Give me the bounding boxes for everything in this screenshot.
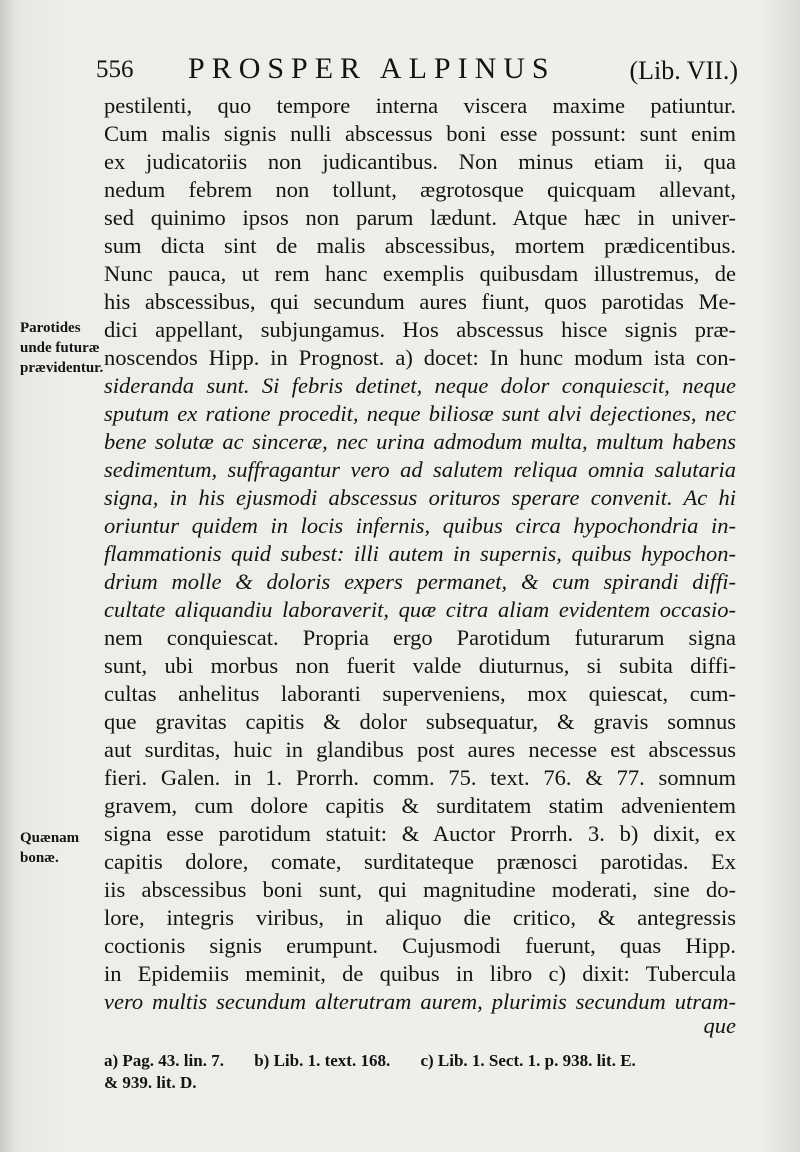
- body-line: vero multis secundum alterutram aurem, plurimis secundum utram-: [104, 989, 736, 1014]
- body-line: fieri. Galen. in 1. Prorrh. comm. 75. text. 76. & 77. somnum: [104, 765, 736, 790]
- body-line: sed quinimo ipsos non parum lædunt. Atque hæc in univer-: [104, 205, 736, 230]
- margin-note-parotides: Parotides unde futuræ prævidentur.: [20, 320, 104, 376]
- body-line: Nunc pauca, ut rem hanc exemplis quibusdam illustremus, de: [104, 261, 736, 286]
- body-line: sunt, ubi morbus non fuerit valde diuturnus, si subita diffi-: [104, 653, 736, 678]
- body-line: signa, in his ejusmodi abscessus orituros sperare convenit. Ac hi: [104, 485, 736, 510]
- body-line: nem conquiescat. Propria ergo Parotidum futurarum signa: [104, 625, 736, 650]
- body-line: noscendos Hipp. in Prognost. a) docet: In hunc modum ista con-: [104, 345, 736, 370]
- body-line: oriuntur quidem in locis infernis, quibus circa hypochondria in-: [104, 513, 736, 538]
- body-line: sideranda sunt. Si febris detinet, neque dolor conquiescit, neque: [104, 373, 736, 398]
- footnote-c-continued: & 939. lit. D.: [104, 1073, 197, 1092]
- body-line: his abscessibus, qui secundum aures fiunt, quos parotidas Me-: [104, 289, 736, 314]
- body-line: flammationis quid subest: illi autem in supernis, quibus hypochon-: [104, 541, 736, 566]
- body-line: sum dicta sint de malis abscessibus, mortem prædicentibus.: [104, 233, 736, 258]
- body-line: signa esse parotidum statuit: & Auctor Prorrh. 3. b) dixit, ex: [104, 821, 736, 846]
- body-line: in Epidemiis meminit, de quibus in libro c) dixit: Tubercula: [104, 961, 736, 986]
- body-line: cultas anhelitus laboranti superveniens, mox quiescat, cum-: [104, 681, 736, 706]
- body-line: sputum ex ratione procedit, neque biliosæ sunt alvi dejectiones, nec: [104, 401, 736, 426]
- body-line: pestilenti, quo tempore interna viscera maxime patiuntur.: [104, 93, 736, 118]
- margin-note-quaenam: Quænam bonæ.: [20, 830, 80, 866]
- body-line: que gravitas capitis & dolor subsequatur, & gravis somnus: [104, 709, 736, 734]
- footnotes: [104, 1050, 744, 1094]
- book-reference: (Lib. VII.): [629, 56, 738, 85]
- footnote-a: a) Pag. 43. lin. 7.: [104, 1051, 224, 1070]
- body-line: lore, integris viribus, in aliquo die critico, & antegressis: [104, 905, 736, 930]
- catchword: que: [703, 1013, 736, 1038]
- body-line: coctionis signis erumpunt. Cujusmodi fuerunt, quas Hipp.: [104, 933, 736, 958]
- body-line: sedimentum, suffragantur vero ad salutem reliqua omnia salutaria: [104, 457, 736, 482]
- body-line: gravem, cum dolore capitis & surditatem statim advenientem: [104, 793, 736, 818]
- page-number: 556: [96, 56, 134, 83]
- body-line: capitis dolore, comate, surditateque prænosci parotidas. Ex: [104, 849, 736, 874]
- page-header: [96, 50, 746, 90]
- body-line: Cum malis signis nulli abscessus boni esse possunt: sunt enim: [104, 121, 736, 146]
- body-line: aut surditas, huic in glandibus post aures necesse est abscessus: [104, 737, 736, 762]
- footnote-c: c) Lib. 1. Sect. 1. p. 938. lit. E.: [420, 1051, 636, 1070]
- body-line: ex judicatoriis non judicantibus. Non minus etiam ii, qua: [104, 149, 736, 174]
- running-title: PROSPER ALPINUS: [188, 52, 556, 85]
- body-line: nedum febrem non tollunt, ægrotosque quicquam allevant,: [104, 177, 736, 202]
- body-line: drium molle & doloris expers permanet, & cum spirandi diffi-: [104, 569, 736, 594]
- body-line: bene solutæ ac sinceræ, nec urina admodum multa, multum habens: [104, 429, 736, 454]
- body-line: cultate aliquandiu laboraverit, quæ citra aliam evidentem occasio-: [104, 597, 736, 622]
- footnote-b: b) Lib. 1. text. 168.: [254, 1051, 391, 1070]
- body-line: dici appellant, subjungamus. Hos abscessus hisce signis præ-: [104, 317, 736, 342]
- body-line: iis abscessibus boni sunt, qui magnitudine moderati, sine do-: [104, 877, 736, 902]
